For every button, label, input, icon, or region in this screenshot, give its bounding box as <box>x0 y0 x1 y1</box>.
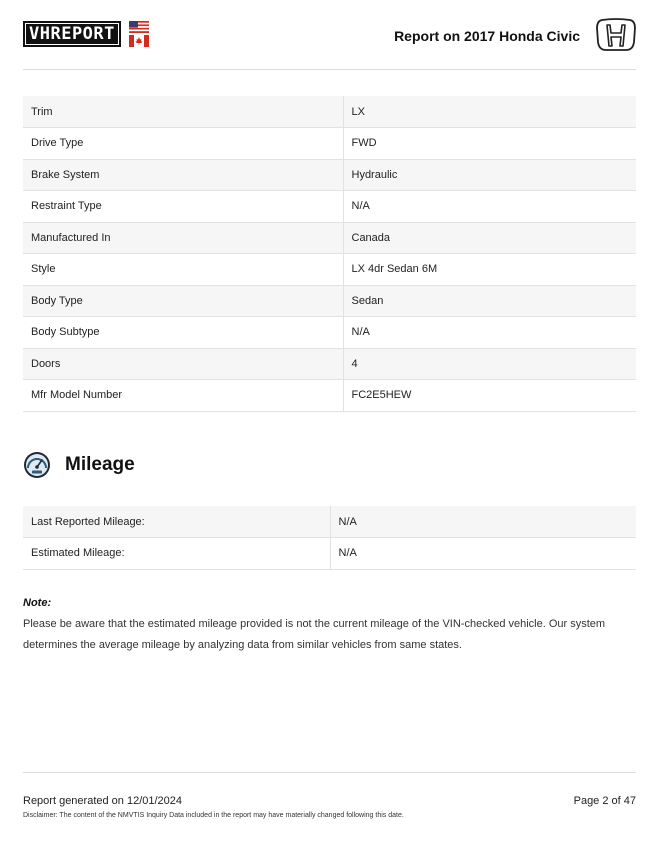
spec-value: N/A <box>343 317 636 349</box>
spec-value: Hydraulic <box>343 159 636 191</box>
page-header <box>23 14 636 70</box>
spec-value: N/A <box>343 191 636 223</box>
table-row <box>23 159 636 191</box>
note-label: Note: <box>23 597 52 609</box>
mileage-section-header <box>23 451 135 479</box>
table-row <box>23 254 636 286</box>
canada-flag-icon <box>129 35 149 47</box>
spec-label: Body Type <box>23 285 343 317</box>
page-number: Page 2 of 47 <box>573 795 636 807</box>
spec-label: Doors <box>23 348 343 380</box>
table-row <box>23 317 636 349</box>
mileage-table <box>23 506 636 570</box>
table-row <box>23 380 636 412</box>
note-text: Please be aware that the estimated mileage provided is not the current mileage of the VIN-checked vehicle. Our system determines the average mileage by analyzing data from similar vehicles from same states. <box>23 618 606 651</box>
report-title: Report on 2017 Honda Civic <box>394 28 580 44</box>
table-row <box>23 128 636 160</box>
spec-label: Drive Type <box>23 128 343 160</box>
report-generated-date: Report generated on 12/01/2024 <box>23 795 183 807</box>
mileage-note <box>23 597 633 656</box>
logo-text: VHREPORT <box>23 21 121 47</box>
speedometer-icon <box>23 451 51 479</box>
mileage-label: Last Reported Mileage: <box>23 506 330 538</box>
table-row <box>23 222 636 254</box>
country-flags <box>129 21 149 47</box>
spec-value: FWD <box>343 128 636 160</box>
table-row <box>23 538 636 570</box>
spec-label: Trim <box>23 96 343 128</box>
spec-label: Body Subtype <box>23 317 343 349</box>
spec-value: 4 <box>343 348 636 380</box>
honda-logo-icon <box>596 18 636 52</box>
spec-label: Style <box>23 254 343 286</box>
spec-value: Sedan <box>343 285 636 317</box>
table-row <box>23 285 636 317</box>
table-row <box>23 191 636 223</box>
mileage-title: Mileage <box>65 454 135 475</box>
spec-label: Mfr Model Number <box>23 380 343 412</box>
mileage-label: Estimated Mileage: <box>23 538 330 570</box>
spec-value: LX <box>343 96 636 128</box>
table-row <box>23 506 636 538</box>
table-row <box>23 96 636 128</box>
page-footer <box>23 772 636 819</box>
mileage-value: N/A <box>330 506 636 538</box>
disclaimer: Disclaimer: The content of the NMVTIS Inquiry Data included in the report may have materially changed following this date. <box>23 812 404 819</box>
vehicle-specs-table <box>23 96 636 412</box>
vhreport-logo <box>23 22 149 46</box>
mileage-value: N/A <box>330 538 636 570</box>
spec-label: Manufactured In <box>23 222 343 254</box>
spec-label: Brake System <box>23 159 343 191</box>
us-flag-icon <box>129 21 149 33</box>
spec-value: Canada <box>343 222 636 254</box>
spec-value: LX 4dr Sedan 6M <box>343 254 636 286</box>
table-row <box>23 348 636 380</box>
spec-value: FC2E5HEW <box>343 380 636 412</box>
spec-label: Restraint Type <box>23 191 343 223</box>
